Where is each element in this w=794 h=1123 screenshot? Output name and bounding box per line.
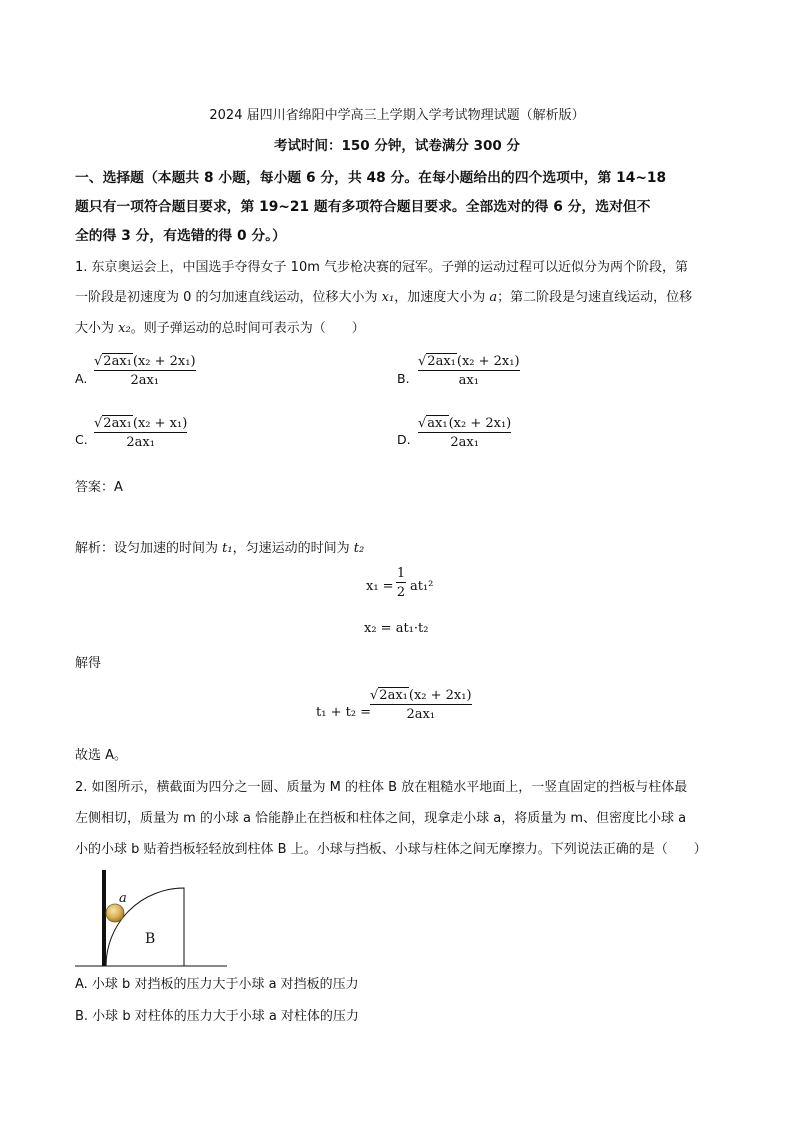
q2-line1: 2. 如图所示，横截面为四分之一圆、质量为 M 的柱体 B 放在粗糙水平地面上，一竖直固定的挡板与柱体最: [75, 780, 688, 795]
eq1-lhs: x₁ =: [366, 579, 394, 594]
q2-option-b: B. 小球 b 对柱体的压力大于小球 a 对柱体的压力: [75, 1009, 359, 1024]
q1-option-c-label: C.: [75, 432, 88, 447]
q1-line1: 1. 东京奥运会上，中国选手夺得女子 10m 气步枪决赛的冠军。子弹的运动过程可以近似分为两个阶段，第: [75, 260, 689, 275]
q1-option-b-formula: √2ax₁(x₂ + 2x₁) ax₁: [418, 354, 520, 388]
vertical-board: [102, 870, 106, 966]
q1-conclusion: 故选 A。: [75, 748, 128, 763]
q1-option-b-label: B.: [397, 371, 410, 386]
label-a: a: [119, 891, 127, 906]
ball-a: [106, 904, 124, 922]
q1-analysis-line: 解析：设匀加速的时间为 t₁，匀速运动的时间为 t₂: [75, 541, 365, 556]
q1-solve-label: 解得: [75, 656, 102, 671]
eq3-fraction: √2ax₁(x₂ + 2x₁) 2ax₁: [370, 688, 472, 722]
q2-line2: 左侧相切，质量为 m 的小球 a 恰能静止在挡板和柱体之间，现拿走小球 a，将质量为 m、但密度比小球 a: [75, 811, 687, 826]
eq1-fraction: 1 2: [396, 566, 406, 600]
q1-option-a-label: A.: [75, 371, 88, 386]
q1-answer: 答案：A: [75, 480, 123, 495]
section-heading-line2: 题只有一项符合题目要求，第 19~21 题有多项符合题目要求。全部选对的得 6 分，选对但不: [75, 199, 651, 215]
eq2: x₂ = at₁·t₂: [364, 621, 429, 636]
section-heading-line1: 一、选择题（本题共 8 小题，每小题 6 分，共 48 分。在每小题给出的四个选项中，第 14~18: [75, 170, 667, 186]
q1-option-d-formula: √ax₁(x₂ + 2x₁) 2ax₁: [418, 416, 512, 450]
eq1-rhs: at₁²: [410, 579, 434, 594]
q1-line2: 一阶段是初速度为 0 的匀加速直线运动，位移大小为 x₁，加速度大小为 a；第二阶段是匀速直线运动，位移: [75, 290, 693, 305]
q2-line3: 小的小球 b 贴着挡板轻轻放到柱体 B 上。小球与挡板、小球与柱体之间无摩擦力。下列说法正确的是（ ）: [75, 842, 707, 857]
q1-line3: 大小为 x₂。则子弹运动的总时间可表示为（ ）: [75, 321, 365, 336]
q1-option-c-formula: √2ax₁(x₂ + x₁) 2ax₁: [94, 416, 188, 450]
label-B: B: [145, 931, 156, 947]
exam-info: 考试时间：150 分钟，试卷满分 300 分: [274, 138, 520, 154]
q2-figure: [75, 866, 235, 970]
q2-option-a: A. 小球 b 对挡板的压力大于小球 a 对挡板的压力: [75, 977, 359, 992]
quarter-circle-cylinder: [106, 888, 184, 966]
section-heading-line3: 全的得 3 分，有选错的得 0 分。）: [75, 228, 286, 244]
document-title: 2024 届四川省绵阳中学高三上学期入学考试物理试题（解析版）: [209, 108, 585, 123]
eq3-lhs: t₁ + t₂ =: [316, 705, 372, 720]
q1-option-a-formula: √2ax₁(x₂ + 2x₁) 2ax₁: [94, 354, 196, 388]
q1-option-d-label: D.: [397, 432, 411, 447]
